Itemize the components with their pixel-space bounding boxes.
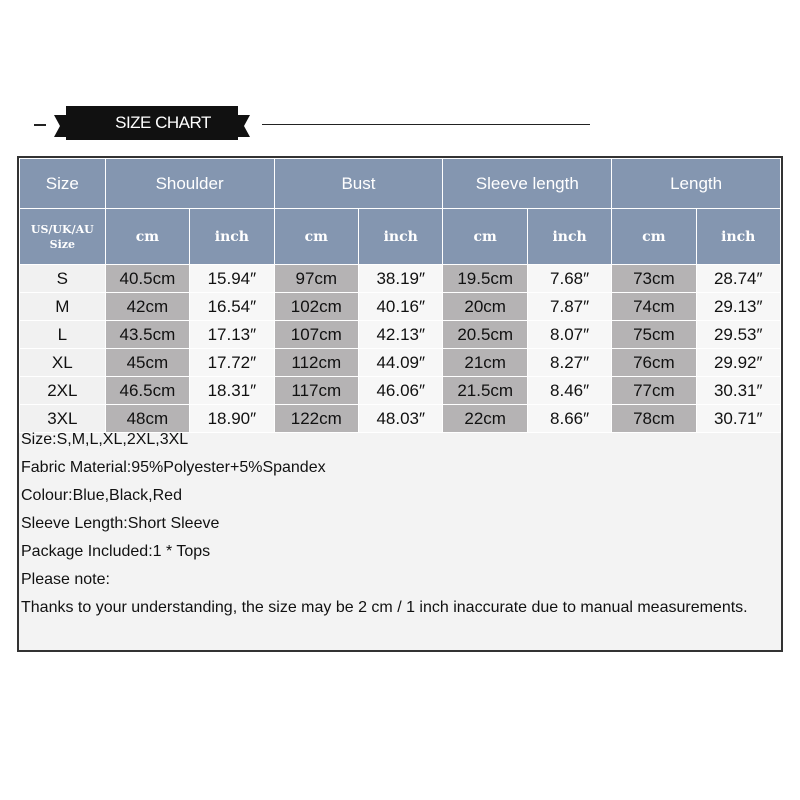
unit-cm: cm — [443, 209, 528, 265]
header-bust: Bust — [274, 159, 443, 209]
cm-value-cell: 117cm — [274, 377, 358, 405]
inch-value-cell: 48.03″ — [359, 405, 443, 433]
inch-value-cell: 17.72″ — [190, 349, 274, 377]
cm-value-cell: 75cm — [612, 321, 696, 349]
inch-value-cell: 40.16″ — [359, 293, 443, 321]
unit-header-row — [20, 209, 781, 265]
size-cell: XL — [20, 349, 106, 377]
inch-value-cell: 38.19″ — [359, 265, 443, 293]
cm-value-cell: 19.5cm — [443, 265, 528, 293]
cm-value-cell: 21.5cm — [443, 377, 528, 405]
note-line: Colour:Blue,Black,Red — [21, 487, 182, 504]
title-ribbon — [52, 104, 252, 142]
cm-value-cell: 48cm — [105, 405, 190, 433]
cm-value-cell: 74cm — [612, 293, 696, 321]
unit-cm: cm — [612, 209, 696, 265]
cm-value-cell: 73cm — [612, 265, 696, 293]
inch-value-cell: 18.31″ — [190, 377, 274, 405]
inch-value-cell: 18.90″ — [190, 405, 274, 433]
region-size-label — [20, 209, 106, 265]
cm-value-cell: 112cm — [274, 349, 358, 377]
inch-value-cell: 29.92″ — [696, 349, 781, 377]
size-cell: L — [20, 321, 106, 349]
chart-title: SIZE CHART — [115, 113, 211, 132]
table-body — [20, 265, 781, 433]
cm-value-cell: 40.5cm — [105, 265, 190, 293]
unit-inch: inch — [696, 209, 781, 265]
header-sleeve-length: Sleeve length — [443, 159, 612, 209]
note-line: Please note: — [21, 571, 110, 588]
inch-value-cell: 16.54″ — [190, 293, 274, 321]
cm-value-cell: 78cm — [612, 405, 696, 433]
unit-inch: inch — [190, 209, 274, 265]
cm-value-cell: 20cm — [443, 293, 528, 321]
size-cell: 2XL — [20, 377, 106, 405]
cm-value-cell: 122cm — [274, 405, 358, 433]
note-line: Package Included:1 * Tops — [21, 543, 211, 560]
cm-value-cell: 21cm — [443, 349, 528, 377]
size-cell: 3XL — [20, 405, 106, 433]
cm-value-cell: 20.5cm — [443, 321, 528, 349]
inch-value-cell: 8.07″ — [527, 321, 611, 349]
inch-value-cell: 7.87″ — [527, 293, 611, 321]
note-line: Size:S,M,L,XL,2XL,3XL — [21, 431, 189, 448]
inch-value-cell: 8.27″ — [527, 349, 611, 377]
cm-value-cell: 77cm — [612, 377, 696, 405]
unit-inch: inch — [527, 209, 611, 265]
table-row — [20, 377, 781, 405]
cm-value-cell: 76cm — [612, 349, 696, 377]
header-shoulder: Shoulder — [105, 159, 274, 209]
size-cell: S — [20, 265, 106, 293]
unit-cm: cm — [274, 209, 358, 265]
header-size: Size — [20, 159, 106, 209]
inch-value-cell: 15.94″ — [190, 265, 274, 293]
header-rule — [262, 124, 590, 125]
inch-value-cell: 17.13″ — [190, 321, 274, 349]
unit-inch: inch — [359, 209, 443, 265]
table-row — [20, 321, 781, 349]
note-line: Fabric Material:95%Polyester+5%Spandex — [21, 459, 326, 476]
inch-value-cell: 30.31″ — [696, 377, 781, 405]
size-cell: M — [20, 293, 106, 321]
cm-value-cell: 97cm — [274, 265, 358, 293]
cm-value-cell: 102cm — [274, 293, 358, 321]
inch-value-cell: 46.06″ — [359, 377, 443, 405]
table-row — [20, 349, 781, 377]
note-line: Sleeve Length:Short Sleeve — [21, 515, 220, 532]
inch-value-cell: 7.68″ — [527, 265, 611, 293]
cm-value-cell: 45cm — [105, 349, 190, 377]
inch-value-cell: 8.46″ — [527, 377, 611, 405]
cm-value-cell: 22cm — [443, 405, 528, 433]
header-length: Length — [612, 159, 781, 209]
size-table — [19, 158, 781, 433]
table-row — [20, 265, 781, 293]
inch-value-cell: 29.53″ — [696, 321, 781, 349]
table-row — [20, 293, 781, 321]
inch-value-cell: 28.74″ — [696, 265, 781, 293]
header-dash — [34, 124, 46, 126]
inch-value-cell: 29.13″ — [696, 293, 781, 321]
cm-value-cell: 43.5cm — [105, 321, 190, 349]
product-notes — [21, 426, 781, 622]
inch-value-cell: 8.66″ — [527, 405, 611, 433]
cm-value-cell: 42cm — [105, 293, 190, 321]
inch-value-cell: 42.13″ — [359, 321, 443, 349]
note-line: Thanks to your understanding, the size may be 2 cm / 1 inch inaccurate due to manual measurements. — [21, 599, 748, 616]
cm-value-cell: 107cm — [274, 321, 358, 349]
cm-value-cell: 46.5cm — [105, 377, 190, 405]
unit-cm: cm — [105, 209, 190, 265]
size-label: Size — [49, 237, 75, 251]
group-header-row — [20, 159, 781, 209]
region-label: US/UK/AU — [30, 222, 94, 236]
inch-value-cell: 30.71″ — [696, 405, 781, 433]
inch-value-cell: 44.09″ — [359, 349, 443, 377]
size-chart-box — [17, 156, 783, 652]
